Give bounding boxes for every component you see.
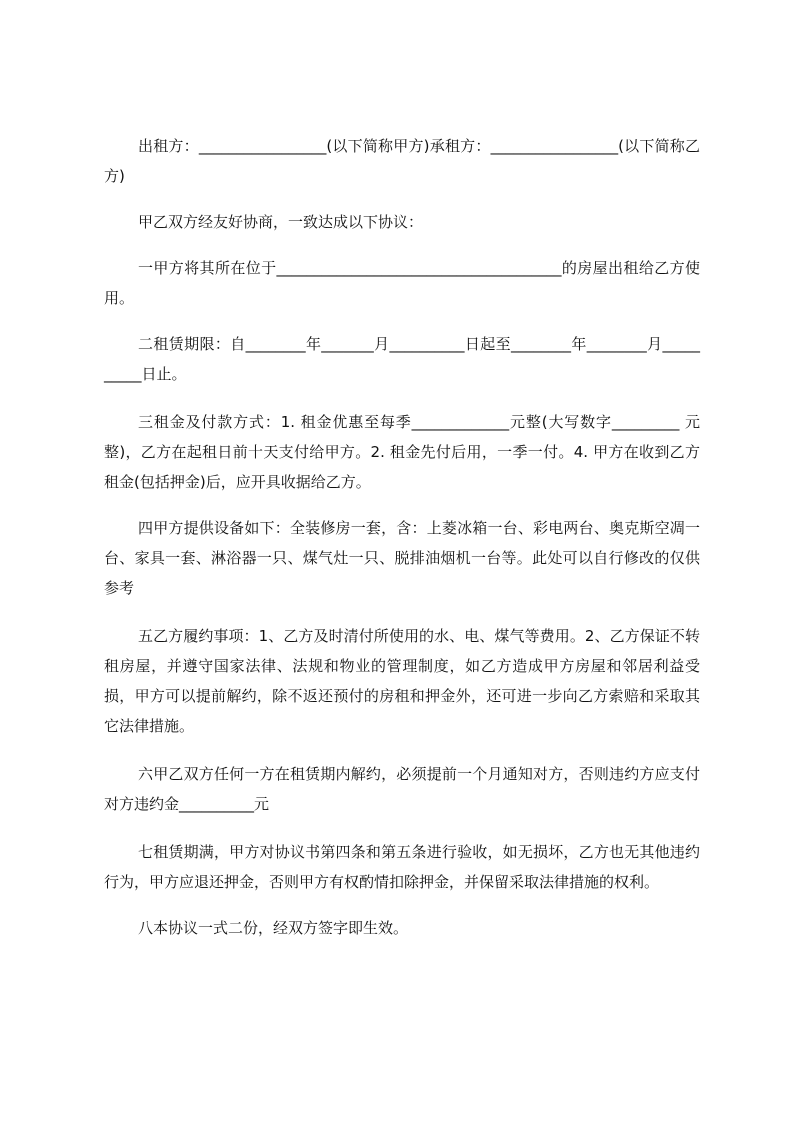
document-body <box>104 131 700 943</box>
clause-1-premises: 一甲方将其所在位于______________________________________的房屋出租给乙方使用。 <box>104 259 700 307</box>
clause-2-lease-term: 二租赁期限：自________年_______月__________日起至________年________月__________日止。 <box>104 335 700 383</box>
clause-8-effectiveness: 八本协议一式二份，经双方签字即生效。 <box>138 919 409 937</box>
clause-7-lease-expiry: 七租赁期满，甲方对协议书第四条和第五条进行验收，如无损坏，乙方也无其他违约行为，甲方应退还押金，否则甲方有权酌情扣除押金，并保留采取法律措施的权利。 <box>104 843 700 891</box>
clause-4-equipment: 四甲方提供设备如下：全装修房一套，含：上菱冰箱一台、彩电两台、奥克斯空凋一台、家具一套、淋浴器一只、煤气灶一只、脱排油烟机一台等。此处可以自行修改的仅供参考 <box>104 519 700 597</box>
clause-5-tenant-duties: 五乙方履约事项：1、乙方及时清付所使用的水、电、煤气等费用。2、乙方保证不转租房屋，并遵守国家法律、法规和物业的管理制度，如乙方造成甲方房屋和邻居利益受损，甲方可以提前解约，除不返还预付的房租和押金外，还可进一步向乙方索赔和采取其它法律措施。 <box>104 627 700 735</box>
clause-6-termination: 六甲乙双方任何一方在租赁期内解约，必须提前一个月通知对方，否则违约方应支付对方违约金__________元 <box>104 765 700 813</box>
agreement-intro-paragraph: 甲乙双方经友好协商，一致达成以下协议： <box>138 213 424 231</box>
parties-paragraph: 出租方：_________________(以下简称甲方)承租方：_________________(以下简称乙方) <box>104 137 700 185</box>
clause-3-rent-payment: 三租金及付款方式：1. 租金优惠至每季_____________元整(大写数字_________ 元整)，乙方在起租日前十天支付给甲方。2. 租金先付后用，一季一付。4. 甲方在收到乙方租金(包括押金)后，应开具收据给乙方。 <box>104 413 700 491</box>
